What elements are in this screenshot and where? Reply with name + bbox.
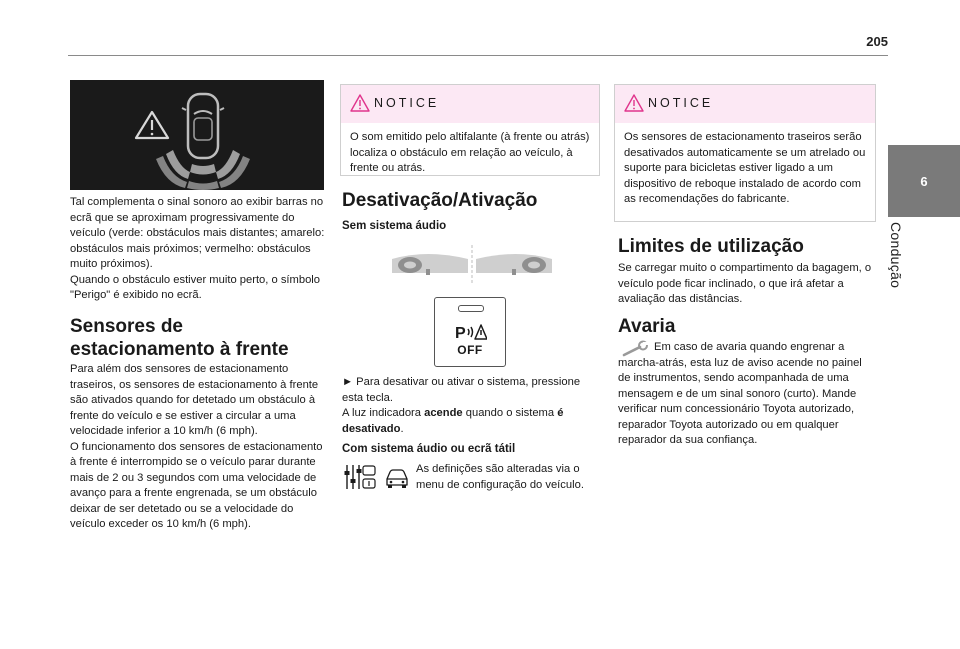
fault-text: Em caso de avaria quando engrenar a marcha-atrás, esta luz de aviso acende no painel de instrumentos, sendo acompanhada de uma mensagem e de um sinal sonoro (curto). Mande verificar num concessionário Toyota autorizado, reparador Toyota autorizado ou em qualquer reparador da sua confiança. <box>618 341 862 446</box>
notice-box-towing <box>614 84 876 222</box>
dashboard-location-illustration <box>392 243 552 285</box>
parking-sensor-off-button[interactable] <box>434 297 506 367</box>
warning-triangle-icon <box>624 94 644 112</box>
notice-header <box>615 85 875 123</box>
light-text-1: A luz indicadora <box>342 407 425 419</box>
light-text-bold-2: é desativado <box>342 407 564 435</box>
audio-system-subheading: Com sistema áudio ou ecrã tátil <box>342 443 516 455</box>
deactivation-heading: Desativação/Ativação <box>342 190 538 211</box>
parking-sensor-icon <box>455 322 487 342</box>
intro-paragraph: Tal complementa o sinal sonoro ao exibir barras no ecrã que se aproximam progressivamente do veículo (verde: obstáculos mais distantes; amarelo: obstáculos mais próximos; vermelho: obstáculos muito próximos). <box>70 196 325 270</box>
car-top-view-icon <box>182 94 224 158</box>
chapter-label <box>888 222 928 342</box>
sensor-bars <box>156 150 250 190</box>
danger-symbol-paragraph: Quando o obstáculo estiver muito perto, o símbolo "Perigo" é exibido no ecrã. <box>70 273 320 301</box>
notice-text: O som emitido pelo altifalante (à frente ou atrás) localiza o obstáculo em relação ao veículo, à frente ou atrás. <box>350 131 590 174</box>
indicator-light <box>458 305 484 312</box>
deactivation-instructions <box>342 375 602 437</box>
press-button-instruction: ► Para desativar ou ativar o sistema, pressione esta tecla. <box>342 376 581 404</box>
header-divider <box>68 55 888 56</box>
steering-wheel-right-icon <box>476 254 552 275</box>
car-sensor-graphic <box>70 80 324 190</box>
parking-sensor-display-illustration <box>70 80 324 190</box>
settings-text: As definições são alteradas via o menu de configuração do veículo. <box>416 463 584 491</box>
steering-wheel-left-icon <box>392 254 468 275</box>
danger-triangle-icon <box>136 112 168 138</box>
front-sensors-heading: Sensores de estacionamento à frente <box>70 316 289 360</box>
notice-text: Os sensores de estacionamento traseiros serão desativados automaticamente se um atrelado ou suporte para bicicletas estiver ligado a um dispositivo de reboque instalado de acordo com as recomendações do fabricante. <box>624 131 866 205</box>
no-audio-subheading: Sem sistema áudio <box>342 220 447 232</box>
column-1-text <box>70 195 326 304</box>
fault-heading: Avaria <box>618 316 676 337</box>
light-text-3: . <box>400 422 404 435</box>
off-label: OFF <box>457 343 483 357</box>
notice-header <box>341 85 599 123</box>
warning-triangle-icon <box>350 94 370 112</box>
indicator-light-text <box>342 406 602 437</box>
limits-heading: Limites de utilização <box>618 236 804 257</box>
front-sensors-para-2: O funcionamento dos sensores de estacionamento à frente é interrompido se o veículo parar durante mais de 2 ou 3 segundos com uma velocidade de avanço para a frente engrenada, se um obstáculo deixar de ser detetado ou se a velocidade do veículo exceder os 10 km/h (6 mph). <box>70 440 323 530</box>
notice-title: NOTICE <box>648 96 714 110</box>
svg-text:P: P <box>455 325 466 342</box>
chapter-tab[interactable] <box>888 145 960 217</box>
notice-box-sound <box>340 84 600 176</box>
notice-title: NOTICE <box>374 96 440 110</box>
settings-menu-icon <box>343 463 377 491</box>
page-number: 205 <box>866 34 888 49</box>
front-sensors-para-1: Para além dos sensores de estacionamento traseiros, os sensores de estacionamento à frente são ativados quando for detetado um obstáculo à frente do veículo e se estiver a circular a uma velocidade inferior a 10 km/h (6 mph). <box>70 363 319 437</box>
limits-text: Se carregar muito o compartimento da bagagem, o veículo pode ficar inclinado, o que irá afetar a avaliação das distâncias. <box>618 262 872 305</box>
light-text-bold-1: acende <box>424 407 463 419</box>
car-settings-icon <box>384 467 410 489</box>
chapter-label-text: Condução <box>888 222 904 289</box>
chapter-number: 6 <box>920 173 928 189</box>
front-sensors-text <box>70 362 326 533</box>
light-text-2: quando o sistema <box>462 407 558 419</box>
